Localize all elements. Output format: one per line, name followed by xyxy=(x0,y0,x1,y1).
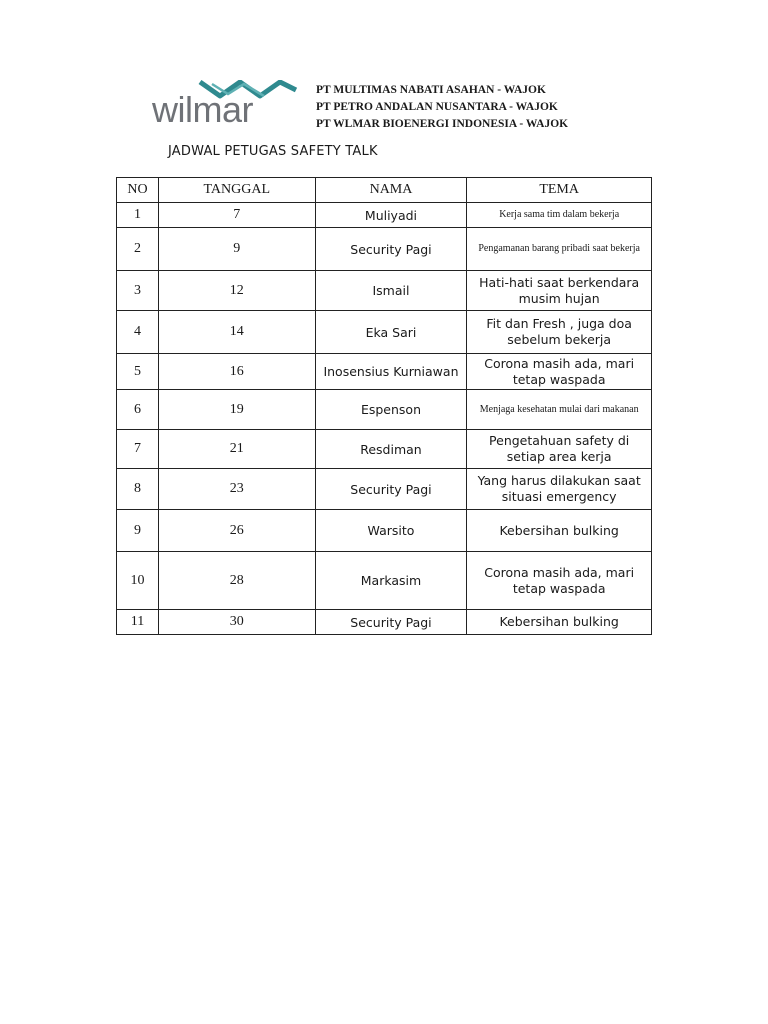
company-name: PT PETRO ANDALAN NUSANTARA - WAJOK xyxy=(316,101,558,113)
cell-tema: Corona masih ada, mari tetap waspada xyxy=(467,552,652,610)
cell-nama: Muliyadi xyxy=(315,203,467,228)
cell-no: 5 xyxy=(117,354,159,390)
cell-tanggal: 16 xyxy=(158,354,315,390)
cell-no: 10 xyxy=(117,552,159,610)
cell-tema: Corona masih ada, mari tetap waspada xyxy=(467,354,652,390)
cell-no: 3 xyxy=(117,271,159,311)
cell-tema: Pengetahuan safety di setiap area kerja xyxy=(467,430,652,469)
wilmar-logo xyxy=(152,80,297,130)
company-name: PT WLMAR BIOENERGI INDONESIA - WAJOK xyxy=(316,118,569,130)
cell-no: 1 xyxy=(117,203,159,228)
table-row xyxy=(117,271,652,311)
cell-tema: Kebersihan bulking xyxy=(467,510,652,552)
table-row xyxy=(117,552,652,610)
table-row xyxy=(117,510,652,552)
cell-tanggal: 14 xyxy=(158,311,315,354)
cell-tema: Pengamanan barang pribadi saat bekerja xyxy=(467,228,652,271)
table-header-row xyxy=(117,178,652,203)
table-row xyxy=(117,203,652,228)
cell-nama: Security Pagi xyxy=(315,610,467,635)
cell-nama: Espenson xyxy=(315,390,467,430)
table-row xyxy=(117,228,652,271)
cell-nama: Markasim xyxy=(315,552,467,610)
cell-tema: Menjaga kesehatan mulai dari makanan xyxy=(467,390,652,430)
header-nama: NAMA xyxy=(315,178,467,203)
cell-tanggal: 21 xyxy=(158,430,315,469)
cell-no: 2 xyxy=(117,228,159,271)
company-list xyxy=(316,82,568,133)
cell-tanggal: 23 xyxy=(158,469,315,510)
cell-tema: Fit dan Fresh , juga doa sebelum bekerja xyxy=(467,311,652,354)
cell-tanggal: 26 xyxy=(158,510,315,552)
cell-no: 4 xyxy=(117,311,159,354)
cell-nama: Security Pagi xyxy=(315,469,467,510)
cell-tema: Yang harus dilakukan saat situasi emergency xyxy=(467,469,652,510)
cell-no: 7 xyxy=(117,430,159,469)
schedule-table xyxy=(116,177,652,635)
header-tema: TEMA xyxy=(467,178,652,203)
cell-tanggal: 12 xyxy=(158,271,315,311)
cell-no: 11 xyxy=(117,610,159,635)
header-no: NO xyxy=(117,178,159,203)
table-row xyxy=(117,469,652,510)
table-row xyxy=(117,354,652,390)
header-tanggal: TANGGAL xyxy=(158,178,315,203)
company-name: PT MULTIMAS NABATI ASAHAN - WAJOK xyxy=(316,84,546,96)
table-row xyxy=(117,311,652,354)
table-row xyxy=(117,390,652,430)
cell-tanggal: 19 xyxy=(158,390,315,430)
logo-text: wilmar xyxy=(152,89,253,130)
cell-nama: Warsito xyxy=(315,510,467,552)
cell-nama: Inosensius Kurniawan xyxy=(315,354,467,390)
cell-tanggal: 28 xyxy=(158,552,315,610)
document-title: JADWAL PETUGAS SAFETY TALK xyxy=(168,144,378,159)
cell-nama: Ismail xyxy=(315,271,467,311)
cell-nama: Eka Sari xyxy=(315,311,467,354)
cell-tema: Kebersihan bulking xyxy=(467,610,652,635)
cell-nama: Security Pagi xyxy=(315,228,467,271)
cell-tanggal: 7 xyxy=(158,203,315,228)
cell-no: 9 xyxy=(117,510,159,552)
table-row xyxy=(117,610,652,635)
cell-nama: Resdiman xyxy=(315,430,467,469)
cell-tanggal: 9 xyxy=(158,228,315,271)
cell-tanggal: 30 xyxy=(158,610,315,635)
cell-no: 6 xyxy=(117,390,159,430)
cell-no: 8 xyxy=(117,469,159,510)
cell-tema: Kerja sama tim dalam bekerja xyxy=(467,203,652,228)
table-row xyxy=(117,430,652,469)
cell-tema: Hati-hati saat berkendara musim hujan xyxy=(467,271,652,311)
